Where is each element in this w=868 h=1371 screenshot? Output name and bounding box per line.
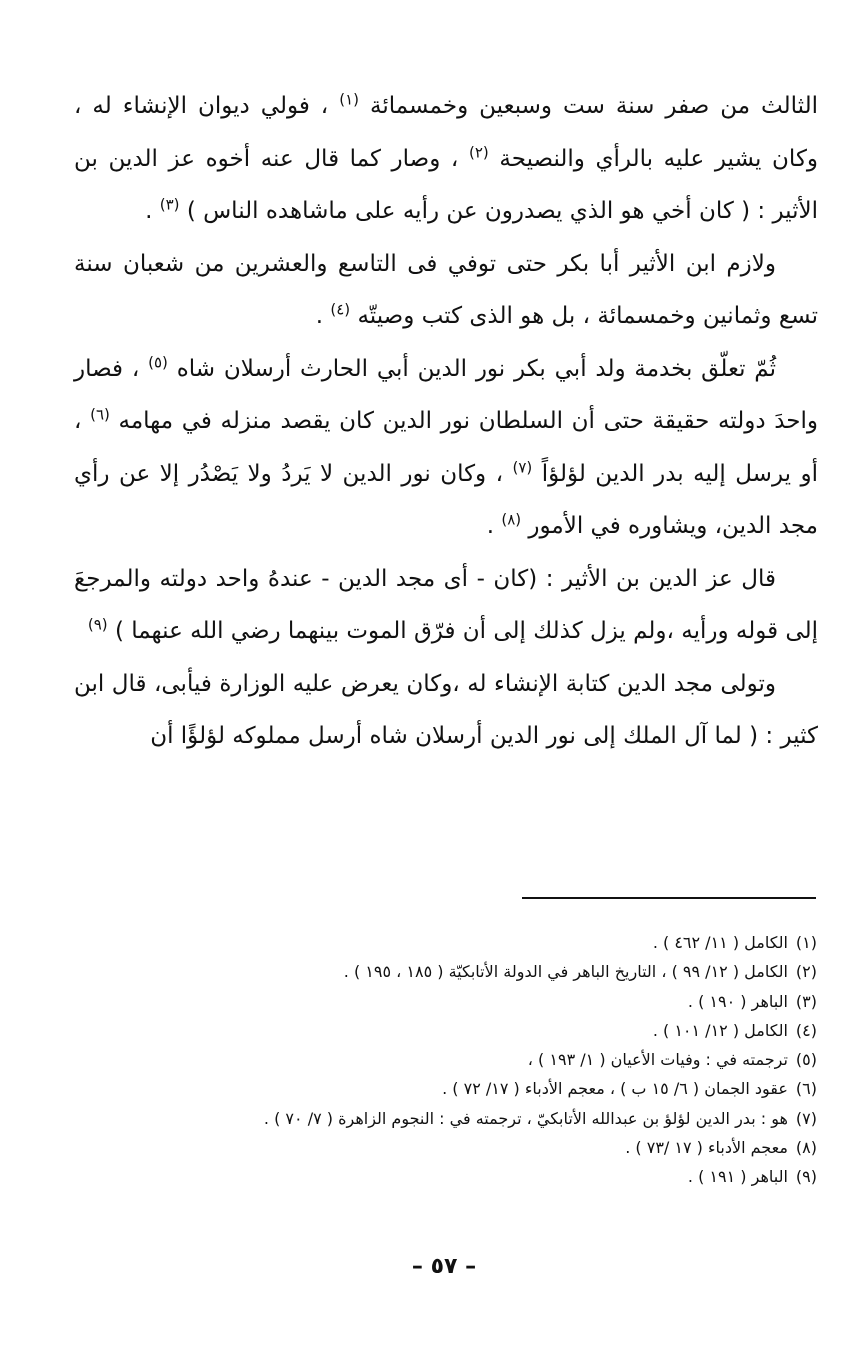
footnote-reference: (٦) [90, 405, 110, 424]
text-segment: الثالث من صفر سنة ست وسبعين وخمسمائة [359, 93, 818, 119]
footnote-item [140, 1162, 817, 1191]
footnote-text: الباهر ( ١٩٠ ) . [687, 991, 788, 1011]
footnote-item [140, 957, 817, 986]
text-segment: . [145, 198, 160, 224]
footnote-number: (٩) [795, 1167, 817, 1187]
text-segment: وتولى مجد الدين كتابة الإنشاء له ،وكان يعرض عليه الوزارة فيأبى، قال ابن كثير : ( لما آل الملك إلى نور الدين أرسلان شاه أرسل مملوكه لؤلؤًا أن [74, 670, 818, 749]
footnote-text: ترجمته في : وفيات الأعيان ( ١/ ١٩٣ ) ، [527, 1050, 788, 1070]
footnote-text: عقود الجمان ( ٦/ ١٥ ب ) ، معجم الأدباء ( ١٧/ ٧٢ ) . [442, 1079, 788, 1099]
footnote-number: (١) [795, 933, 817, 952]
footnote-item [140, 987, 817, 1016]
footnote-text: الكامل ( ١٢/ ١٠١ ) . [652, 1020, 788, 1040]
text-segment: ، وصار كما قال عنه أخوه عز الدين بن الأثير : ( كان أخي هو الذي يصدرون عن رأيه على ماشاهده الناس ) [74, 145, 818, 224]
paragraph [74, 658, 818, 763]
footnote-number: (٥) [795, 1050, 817, 1070]
footnote-number: (٨) [795, 1138, 817, 1158]
text-segment: ثُمّ تعلّق بخدمة ولد أبي بكر نور الدين أبي الحارث أرسلان شاه [167, 355, 776, 382]
paragraph [74, 553, 818, 658]
footnotes [140, 928, 817, 1192]
footnote-item [140, 1016, 817, 1045]
footnote-reference: (٨) [501, 510, 522, 529]
footnote-item [140, 1045, 817, 1074]
footnote-text: هو : بدر الدين لؤلؤ بن عبدالله الأتابكيّ ، ترجمته في : النجوم الزاهرة ( ٧/ ٧٠ ) . [263, 1108, 788, 1128]
footnote-item [140, 928, 817, 957]
paragraph [74, 80, 818, 238]
footnote-item [140, 1104, 817, 1133]
text-segment: . [486, 513, 502, 539]
text-segment: ، أو يرسل إليه بدر الدين لؤلؤاً [74, 408, 818, 487]
footnote-item [140, 1133, 817, 1162]
page-number: – ٥٧ – [411, 1254, 477, 1279]
footnote-reference: (٤) [330, 300, 351, 319]
footnote-number: (٧) [795, 1108, 817, 1128]
footnote-text: الكامل ( ١١/ ٤٦٢ ) . [652, 933, 788, 952]
footnote-reference: (٣) [159, 195, 180, 214]
footnote-item [140, 1074, 817, 1103]
footnote-number: (٢) [795, 962, 817, 982]
footnote-number: (٣) [795, 991, 817, 1011]
paragraph [74, 238, 818, 343]
text-segment: ، فولي ديوان الإنشاء له ، وكان يشير عليه بالرأي والنصيحة [74, 93, 818, 172]
footnote-separator [522, 897, 816, 899]
footnote-reference: (٧) [512, 457, 533, 476]
footnote-reference: (٢) [468, 142, 489, 161]
main-text [74, 80, 818, 763]
footnote-text: الكامل ( ١٢/ ٩٩ ) ، التاريخ الباهر في الدولة الأتابكيّة ( ١٨٥ ، ١٩٥ ) . [343, 962, 788, 982]
text-segment: قال عز الدين بن الأثير : (كان - أى مجد الدين - عندهُ واحد دولته والمرجعَ إلى قوله ورأيه ،ولم يزل كذلك إلى أن فرّق الموت بينهما رضي الله عنهما ) [74, 565, 818, 644]
text-segment: ، فصار واحدَ دولته حقيقة حتى أن السلطان نور الدين كان يقصد منزله في مهامه [74, 355, 818, 434]
text-segment: . [315, 303, 331, 329]
text-segment: ولازم ابن الأثير أبا بكر حتى توفي فى التاسع والعشرين من شعبان سنة تسع وثمانين وخمسمائة ، بل هو الذى كتب وصيتّه [74, 250, 818, 329]
footnote-text: معجم الأدباء ( ١٧ /٧٣ ) . [625, 1138, 788, 1158]
footnote-reference: (١) [339, 90, 360, 109]
footnote-number: (٤) [795, 1020, 817, 1040]
paragraph [74, 343, 818, 553]
footnote-number: (٦) [795, 1079, 817, 1099]
footnote-reference: (٥) [148, 352, 168, 371]
text-segment: ، وكان نور الدين لا يَردُ ولا يَصْدُر إلا عن رأي مجد الدين، ويشاوره في الأمور [74, 460, 818, 539]
footnote-text: الباهر ( ١٩١ ) . [687, 1167, 788, 1187]
footnote-reference: (٩) [87, 615, 108, 634]
